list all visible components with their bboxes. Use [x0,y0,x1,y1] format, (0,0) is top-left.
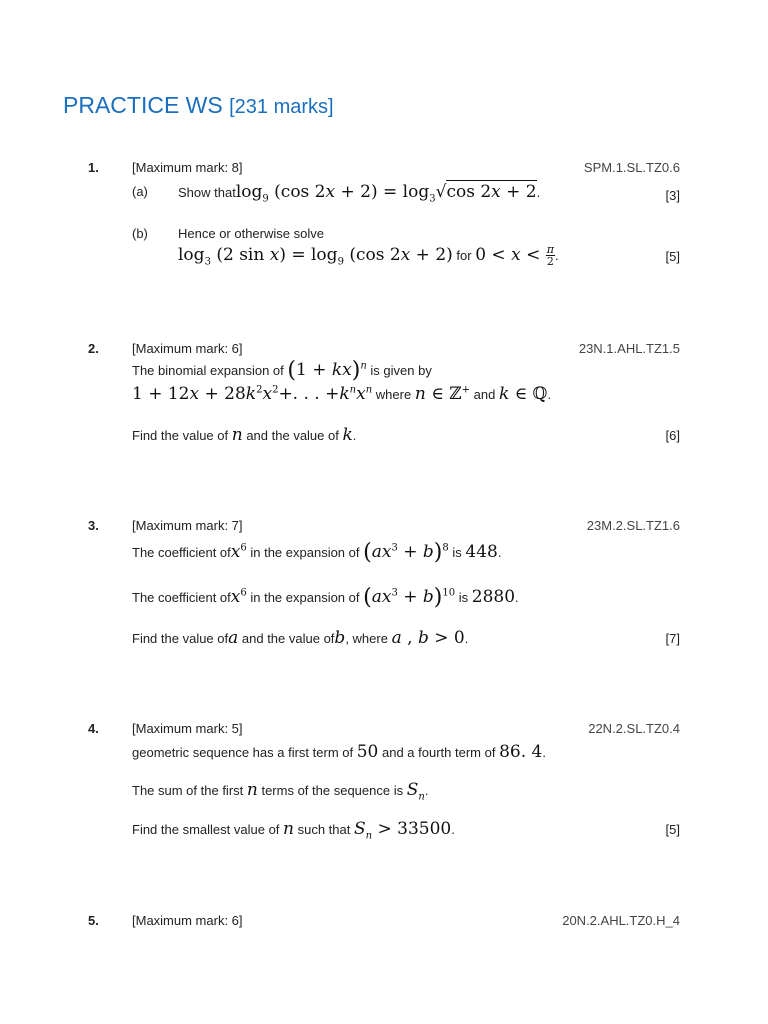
question-2-line-2: $1 + 12x + 28k^2x^2+$. . . $+k^nx^n$ where n ∈ ℤ+ and k ∈ ℚ. [132,384,552,404]
q3-condition: a , b > 0 [391,628,465,648]
question-3-marks: [7] [665,631,680,646]
question-2-line-1 [132,358,432,383]
question-2-line-3: Find the value of n and the value of k. [132,425,357,445]
q3-l1-mid: in the expansion of [250,545,360,560]
q4-l3-mid: such that [297,822,351,837]
question-1-part-b-label: (b) [132,226,148,241]
total-marks: [231 marks] [229,96,334,118]
question-1-number: 1. [88,160,99,175]
page-title [63,92,334,119]
q4-l3-prefix: Find the smallest value of [132,822,280,837]
question-3-line-2: The coefficient ofx$^6$ in the expansion of $(ax^3 + b)^{10}$ is 2880. [132,585,519,610]
q3-find-prefix: Find the value of [132,631,229,646]
question-3-line-3: Find the value ofa and the value ofb, where a , b > 0. [132,628,469,648]
q3-l2-mid: in the expansion of [250,590,360,605]
q3-l2-value: 2880 [471,587,516,607]
question-1-part-b-text: Hence or otherwise solve [178,226,324,241]
question-3-code: 23M.2.SL.TZ1.6 [586,518,680,533]
q2-binomial: (1 + kx)$^n$ [287,358,367,383]
q4-var-n: n [246,780,258,800]
question-1-part-b-marks: [5] [665,249,680,264]
question-4-line-3: Find the smallest value of n such that $S_n > 33500$. [132,819,455,842]
question-4-line-1: geometric sequence has a first term of 50 and a fourth term of 86. 4. [132,742,546,762]
question-2-code: 23N.1.AHL.TZ1.5 [578,341,680,356]
q2-and: and [473,387,496,402]
q2-find-mid: and the value of [246,428,339,443]
q4-l1-prefix: geometric sequence has a first term of [132,745,354,760]
question-1-part-a-marks: [3] [665,188,680,203]
part-b-domain: 0 < x < $\frac{\pi}{2}$ [475,243,554,268]
question-3-line-1: The coefficient ofx$^6$ in the expansion of $(ax^3 + b)^8$ is 448. [132,540,502,565]
q4-threshold: 33500 [397,819,452,839]
q3-l1-prefix: The coefficient of [132,545,231,560]
question-1-part-b-equation: $\log_3 (2$ $\sin x) = \log_9 (\cos$ 2x + 2) for 0 < x < $\frac{\pi}{2}$ . [178,243,559,268]
question-4-max-mark: [Maximum mark: 5] [132,721,243,736]
part-b-for: for [456,248,472,263]
title-text: PRACTICE WS [63,92,223,118]
q3-var-b: b [334,628,346,648]
q2-find-prefix: Find the value of [132,428,229,443]
q2-var-k: k [342,425,353,445]
q4-first-term: 50 [356,742,379,762]
question-2-marks: [6] [665,428,680,443]
q2-k-set: k ∈ ℚ [498,384,548,404]
question-4-number: 4. [88,721,99,736]
question-3-number: 3. [88,518,99,533]
q2-expansion: $1 + 12x + 28k^2x^2+$. . . $+k^nx^n$ [132,384,373,404]
q3-find-mid: and the value of [241,631,335,646]
question-4-line-2: The sum of the first n terms of the sequence is $S_n$. [132,780,429,803]
q2-var-n: n [231,425,243,445]
q4-l1-mid: and a fourth term of [382,745,496,760]
question-4-code: 22N.2.SL.TZ0.4 [588,721,680,736]
question-5-code: 20N.2.AHL.TZ0.H_4 [562,913,680,928]
part-a-equation: $\log_9 (\cos$ $2x + 2) = \log_3√\cos$ 2x + 2 [235,182,537,205]
q3-l1-is: is [452,545,462,560]
q4-sn: $S_n$ [406,780,425,803]
question-1-part-a-label: (a) [132,184,148,199]
question-5-number: 5. [88,913,99,928]
question-1-code: SPM.1.SL.TZ0.6 [583,160,680,175]
q4-var-n2: n [283,819,294,839]
q4-inequality: $S_n > 33500$ [354,819,452,842]
q4-l2-mid: terms of the sequence is [261,783,404,798]
question-4-marks: [5] [665,822,680,837]
question-3-max-mark: [Maximum mark: 7] [132,518,243,533]
q2-n-set: n ∈ ℤ+ [414,384,470,404]
q3-l2-prefix: The coefficient of [132,590,231,605]
question-1-max-mark: [Maximum mark: 8] [132,160,243,175]
q4-l2-prefix: The sum of the first [132,783,244,798]
q2-where: where [375,387,412,402]
q3-l2-expr: $(ax^3 + b)^{10}$ [363,585,456,610]
part-a-prefix: Show that [178,185,236,200]
q2-line1-suffix: is given by [370,363,432,378]
question-2-max-mark: [Maximum mark: 6] [132,341,243,356]
question-1-part-a-text: Show thatlog$_9$ (cos $2x + 2) = \log_3√\cos$ 2x + 2. [178,182,541,205]
part-b-equation-lhs: $\log_3 (2$ $\sin x) = \log_9 (\cos$ 2x + 2) [178,245,453,268]
q2-line1-prefix: The binomial expansion of [132,363,284,378]
question-2-number: 2. [88,341,99,356]
question-5-max-mark: [Maximum mark: 6] [132,913,243,928]
q4-fourth-term: 86. 4 [499,742,543,762]
q3-l1-x6: $x^6$ [230,542,247,562]
q3-l1-expr: $(ax^3 + b)^8$ [363,540,449,565]
q3-var-a: a [228,628,239,648]
q3-l1-value: 448 [465,542,498,562]
q3-where: , where [345,631,388,646]
q3-l2-x6: $x^6$ [230,587,247,607]
q3-l2-is: is [458,590,469,605]
